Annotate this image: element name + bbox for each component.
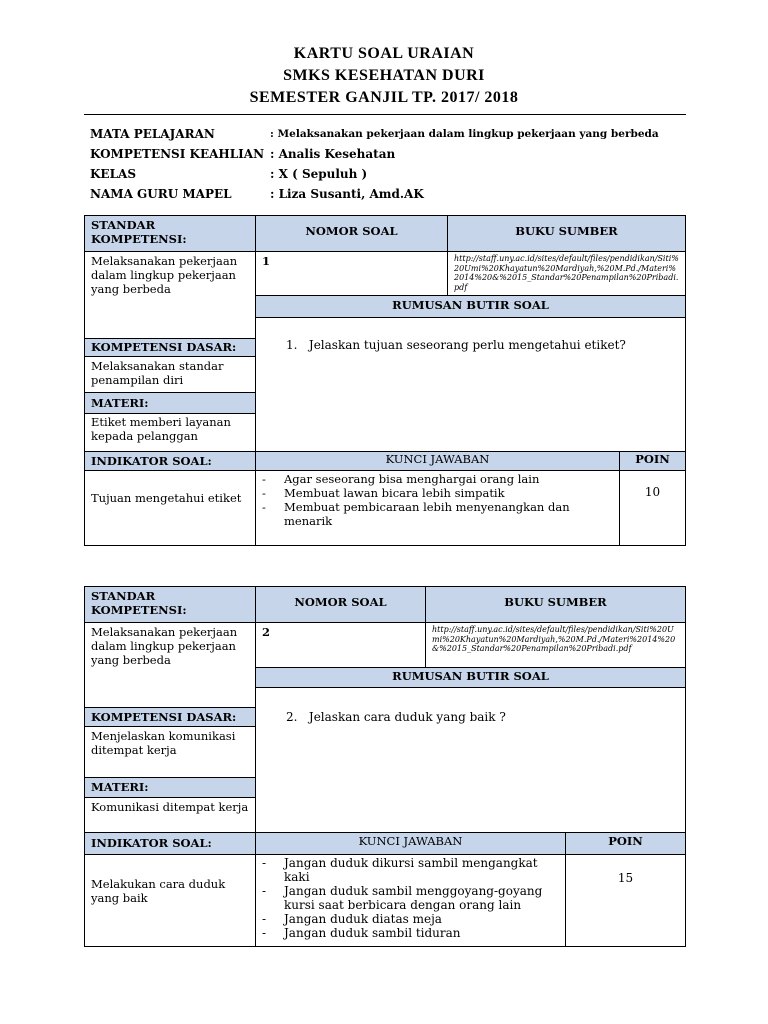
header-divider <box>84 114 686 115</box>
info-value: : Liza Susanti, Amd.AK <box>270 187 424 201</box>
indikator-text: Tujuan mengetahui etiket <box>85 470 255 545</box>
document-title: KARTU SOAL URAIAN <box>293 45 475 62</box>
kunci-item: - Agar seseorang bisa menghargai orang lain <box>258 472 599 486</box>
kunci-item: - Jangan duduk sambil menggoyang-goyang kursi saat berbicara dengan orang lain <box>258 884 545 912</box>
nomor-value: 2 <box>255 622 425 667</box>
kunci-header: KUNCI JAWABAN <box>255 451 619 470</box>
poin-value: 15 <box>565 854 685 946</box>
materi-header: MATERI: <box>85 777 255 797</box>
rumusan-header: RUMUSAN BUTIR SOAL <box>255 667 685 687</box>
poin-header: POIN <box>619 451 685 470</box>
info-label: KOMPETENSI KEAHLIAN <box>90 147 265 161</box>
standar-header: STANDAR KOMPETENSI: <box>85 587 255 622</box>
question-card-1 <box>84 215 686 546</box>
standar-text: Melaksanakan pekerjaan dalam lingkup pekerjaan yang berbeda <box>85 251 255 338</box>
question-text: 1. Jelaskan tujuan seseorang perlu mengetahui etiket? <box>255 317 685 451</box>
standar-text: Melaksanakan pekerjaan dalam lingkup pekerjaan yang berbeda <box>85 622 255 707</box>
kd-text: Melaksanakan standar penampilan diri <box>85 356 255 392</box>
question-card-2 <box>84 586 686 947</box>
kd-text: Menjelaskan komunikasi ditempat kerja <box>85 726 255 777</box>
materi-text: Etiket memberi layanan kepada pelanggan <box>85 413 255 451</box>
question-text: 2. Jelaskan cara duduk yang baik ? <box>255 687 685 832</box>
info-label: KELAS <box>90 167 136 181</box>
indikator-header: INDIKATOR SOAL: <box>85 832 255 854</box>
info-value: : Analis Kesehatan <box>270 147 396 161</box>
kunci-item: - Membuat pembicaraan lebih menyenangkan dan menarik <box>258 500 599 528</box>
kunci-list <box>255 854 565 946</box>
standar-header: STANDAR KOMPETENSI: <box>85 216 255 251</box>
kunci-header: KUNCI JAWABAN <box>255 832 565 854</box>
materi-text: Komunikasi ditempat kerja <box>85 797 255 832</box>
nomor-header: NOMOR SOAL <box>255 587 425 622</box>
indikator-header: INDIKATOR SOAL: <box>85 451 255 470</box>
kunci-item: - Jangan duduk dikursi sambil mengangkat kaki <box>258 856 545 884</box>
semester-label: SEMESTER GANJIL TP. 2017/ 2018 <box>249 89 519 106</box>
nomor-value: 1 <box>255 251 447 295</box>
buku-link[interactable]: http://staff.uny.ac.id/sites/default/files/pendidikan/Siti%20Umi%20Khayatun%20Mardiyah,%20M.Pd./Materi%2014%20&%2015_Standar%20Penampilan%20Pribadi.pdf <box>425 622 685 667</box>
school-name: SMKS KESEHATAN DURI <box>283 67 485 84</box>
kunci-item: - Membuat lawan bicara lebih simpatik <box>258 486 599 500</box>
info-value: : Melaksanakan pekerjaan dalam lingkup pekerjaan yang berbeda <box>270 128 659 140</box>
kunci-item: - Jangan duduk diatas meja <box>258 912 545 926</box>
buku-header: BUKU SUMBER <box>425 587 685 622</box>
rumusan-header: RUMUSAN BUTIR SOAL <box>255 295 685 317</box>
poin-header: POIN <box>565 832 685 854</box>
kunci-item: - Jangan duduk sambil tiduran <box>258 926 545 940</box>
info-value: : X ( Sepuluh ) <box>270 167 368 181</box>
buku-header: BUKU SUMBER <box>447 216 685 251</box>
info-label: NAMA GURU MAPEL <box>90 187 232 201</box>
kd-header: KOMPETENSI DASAR: <box>85 338 255 356</box>
materi-header: MATERI: <box>85 392 255 413</box>
nomor-header: NOMOR SOAL <box>255 216 447 251</box>
buku-link[interactable]: http://staff.uny.ac.id/sites/default/files/pendidikan/Siti%20Umi%20Khayatun%20Mardiyah,%20M.Pd./Materi%2014%20&%2015_Standar%20Penampilan%20Pribadi.pdf <box>447 251 685 295</box>
kunci-list <box>255 470 619 545</box>
poin-value: 10 <box>619 470 685 545</box>
info-label: MATA PELAJARAN <box>90 127 215 141</box>
indikator-text: Melakukan cara duduk yang baik <box>85 854 255 946</box>
kd-header: KOMPETENSI DASAR: <box>85 707 255 726</box>
